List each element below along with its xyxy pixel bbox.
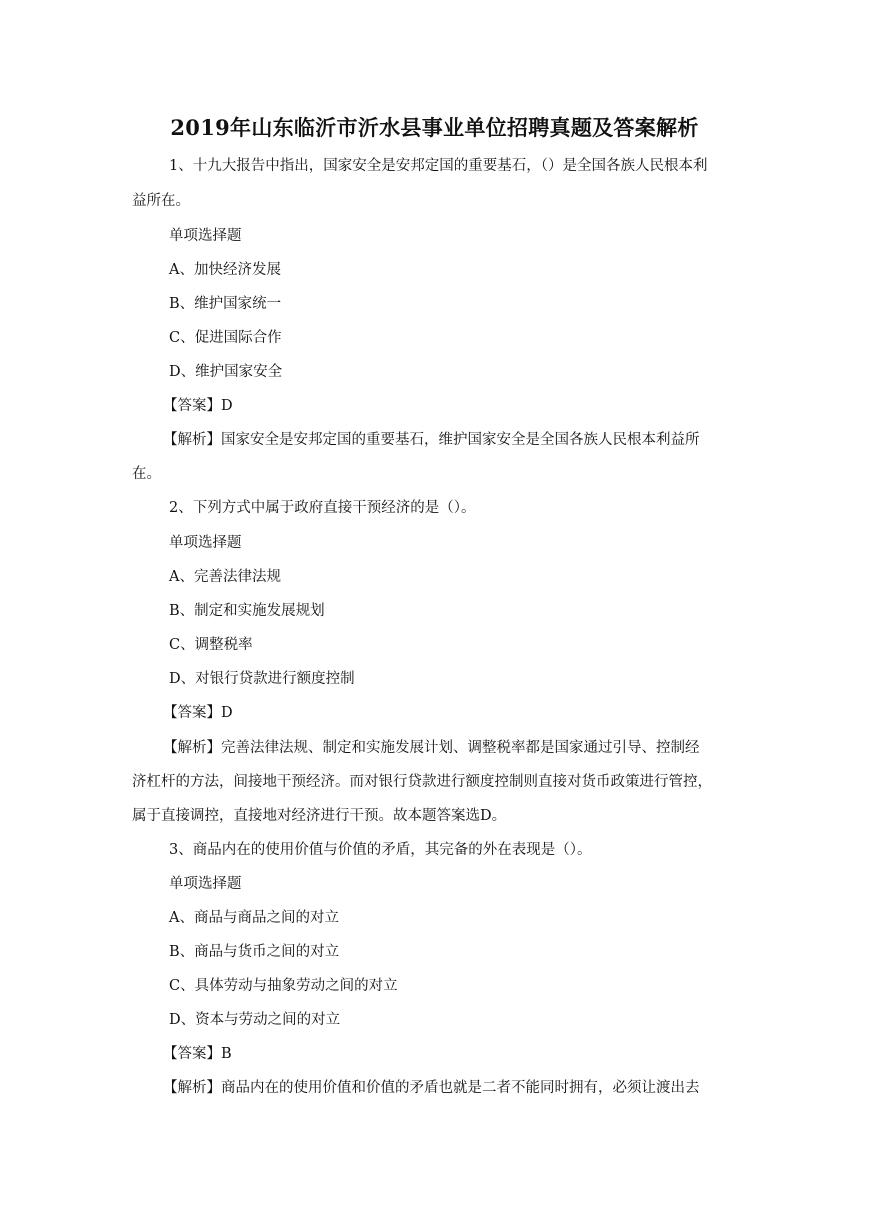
question-2-stem-line-1: 2、下列方式中属于政府直接干预经济的是（）。 (169, 500, 476, 516)
question-1-analysis-line-2: 在。 (132, 466, 161, 482)
question-1-option-c: C、促进国际合作 (169, 330, 282, 346)
question-3-option-a: A、商品与商品之间的对立 (169, 910, 339, 926)
question-2-option-c: C、调整税率 (169, 637, 253, 653)
question-2-option-a: A、完善法律法规 (169, 569, 281, 585)
question-1-stem-line-2: 益所在。 (132, 193, 190, 209)
question-3-option-b: B、商品与货币之间的对立 (169, 944, 340, 960)
question-1-option-a: A、加快经济发展 (169, 262, 281, 278)
question-3-option-c: C、具体劳动与抽象劳动之间的对立 (169, 978, 398, 994)
question-2-type: 单项选择题 (169, 535, 242, 551)
question-2-option-d: D、对银行贷款进行额度控制 (169, 671, 355, 687)
question-1-analysis-line-1: 【解析】国家安全是安邦定国的重要基石，维护国家安全是全国各族人民根本利益所 (163, 432, 700, 448)
question-3-answer: 【答案】B (163, 1046, 232, 1062)
question-1-option-d: D、维护国家安全 (169, 364, 283, 380)
question-2-analysis-line-3: 属于直接调控，直接地对经济进行干预。故本题答案选D。 (132, 808, 507, 824)
question-3-stem-line-1: 3、商品内在的使用价值与价值的矛盾，其完备的外在表现是（）。 (169, 842, 592, 858)
question-1-answer: 【答案】D (163, 398, 233, 414)
question-2-answer: 【答案】D (163, 705, 233, 721)
question-1-stem-line-1: 1、十九大报告中指出，国家安全是安邦定国的重要基石，（）是全国各族人民根本利 (169, 158, 708, 174)
question-1-type: 单项选择题 (169, 228, 242, 244)
question-2-analysis-line-1: 【解析】完善法律法规、制定和实施发展计划、调整税率都是国家通过引导、控制经 (163, 740, 700, 756)
question-2-analysis-line-2: 济杠杆的方法，间接地干预经济。而对银行贷款进行额度控制则直接对货币政策进行管控， (132, 774, 712, 790)
question-3-analysis-line-1: 【解析】商品内在的使用价值和价值的矛盾也就是二者不能同时拥有，必须让渡出去 (163, 1080, 700, 1096)
question-1-option-b: B、维护国家统一 (169, 296, 282, 312)
question-3-type: 单项选择题 (169, 876, 242, 892)
document-title: 2019年山东临沂市沂水县事业单位招聘真题及答案解析 (170, 115, 699, 140)
question-3-option-d: D、资本与劳动之间的对立 (169, 1012, 341, 1028)
question-2-option-b: B、制定和实施发展规划 (169, 603, 325, 619)
